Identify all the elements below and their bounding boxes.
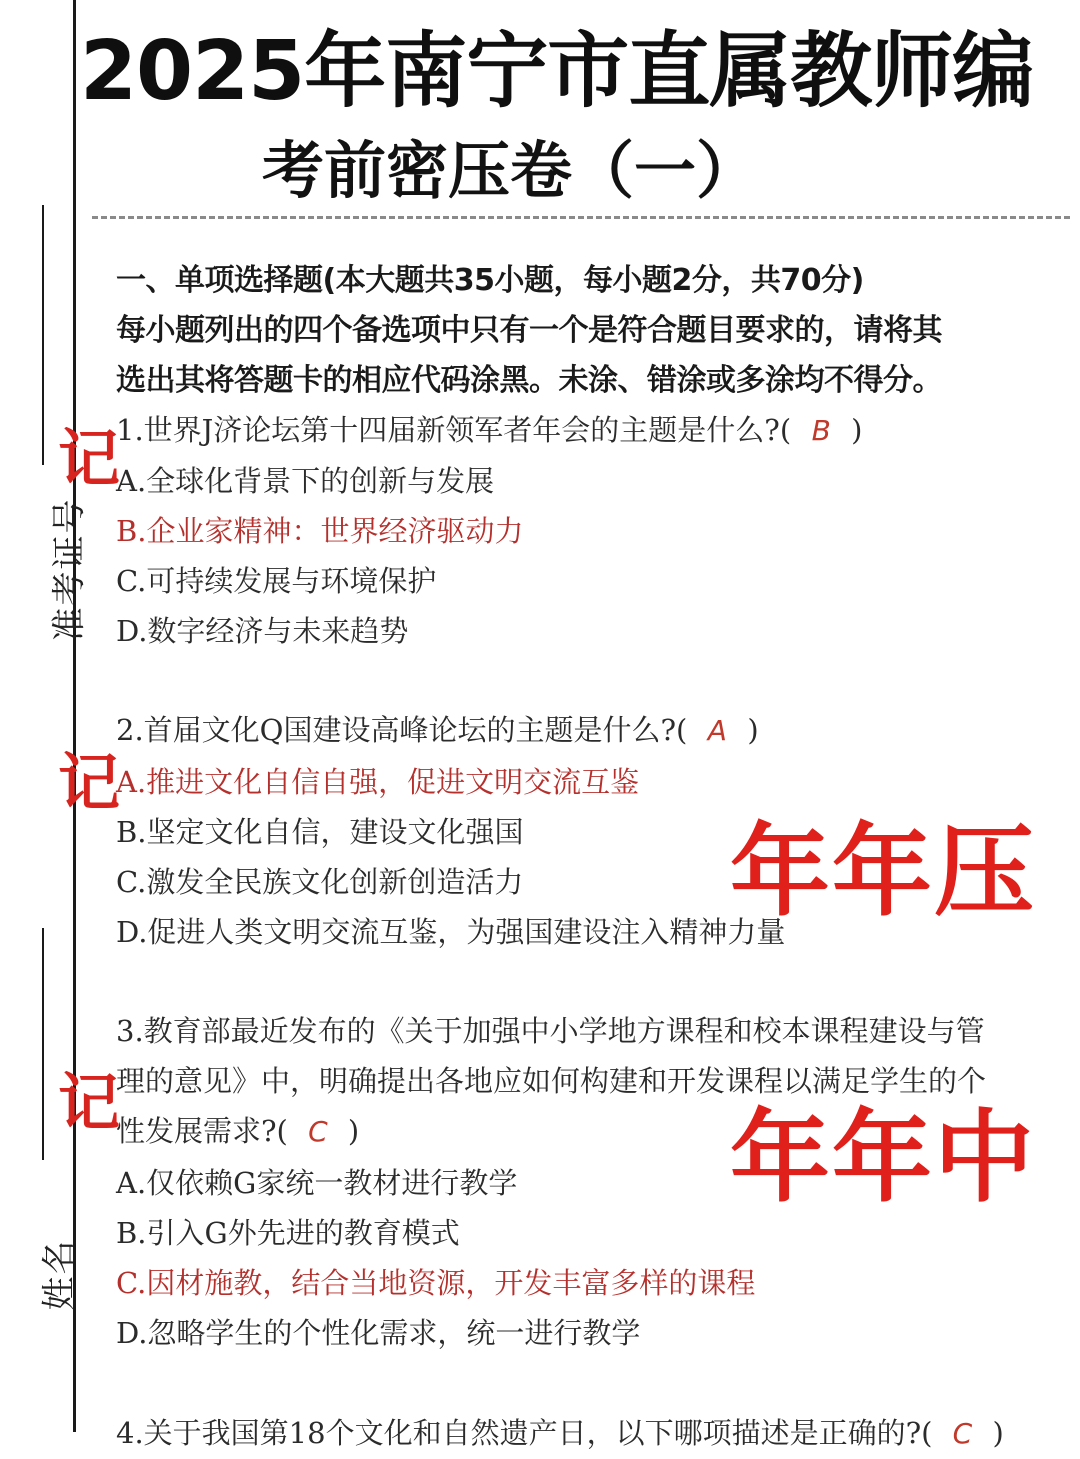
question-4-stem (116, 1408, 1004, 1459)
section-instruction-line-1: 每小题列出的四个备选项中只有一个是符合题目要求的，请将其 (116, 313, 942, 348)
question-3-close: ) (347, 1114, 360, 1148)
question-4-answer: C (952, 1417, 973, 1450)
question-2-text: 2.首届文化Q国建设高峰论坛的主题是什么?( (116, 713, 688, 747)
exam-id-label: 准考证号 (49, 497, 90, 642)
question-2-close: ) (747, 713, 759, 747)
question-3-option-b: B.引入G外先进的教育模式 (116, 1216, 460, 1250)
question-4-close: ) (992, 1416, 1004, 1450)
exam-id-rule (42, 205, 44, 465)
question-3-stem-line-3 (116, 1106, 359, 1157)
page-title: 2025年南宁市直属教师编 (80, 24, 1034, 119)
question-3-text: 性发展需求?( (116, 1114, 288, 1148)
stamp-nian-nian-zhong: 年年中 (730, 1099, 1036, 1216)
question-1-close: ) (851, 413, 863, 447)
question-1-stem (116, 405, 863, 456)
ji-mark-1: 记 (58, 422, 121, 495)
ji-mark-3: 记 (58, 1066, 121, 1139)
section-instruction-line-2: 选出其将答题卡的相应代码涂黑。未涂、错涂或多涂均不得分。 (116, 363, 942, 398)
question-2-answer: A (707, 714, 727, 747)
binding-margin-line (73, 0, 76, 1432)
question-2-option-c: C.激发全民族文化创新创造活力 (116, 865, 524, 899)
question-2-option-b: B.坚定文化自信，建设文化强国 (116, 815, 524, 849)
question-1-text: 1.世界J济论坛第十四届新领军者年会的主题是什么?( (116, 413, 792, 447)
question-1-option-c: C.可持续发展与环境保护 (116, 564, 437, 598)
question-2-option-a: A.推进文化自信自强，促进文明交流互鉴 (116, 765, 640, 799)
question-2-option-d: D.促进人类文明交流互鉴，为强国建设注入精神力量 (116, 915, 786, 949)
dashed-divider (92, 216, 1070, 219)
question-3-stem-line-2: 理的意见》中，明确提出各地应如何构建和开发课程以满足学生的个 (116, 1064, 987, 1098)
section-instructions (116, 256, 1066, 406)
question-1-option-b: B.企业家精神：世界经济驱动力 (116, 514, 524, 548)
question-2-stem (116, 705, 759, 756)
question-1-answer: B (811, 414, 831, 447)
page-subtitle: 考前密压卷（一） (261, 134, 758, 207)
section-heading: 一、单项选择题(本大题共35小题，每小题2分，共70分) (116, 263, 864, 298)
question-3-option-c: C.因材施教，结合当地资源，开发丰富多样的课程 (116, 1266, 756, 1300)
question-3-stem-line-1: 3.教育部最近发布的《关于加强中小学地方课程和校本课程建设与管 (116, 1014, 985, 1048)
question-3-answer: C (308, 1115, 328, 1148)
ji-mark-2: 记 (58, 746, 121, 819)
name-label: 姓名 (39, 1238, 80, 1311)
name-rule (42, 928, 44, 1160)
question-3-option-a: A.仅依赖G家统一教材进行教学 (116, 1166, 518, 1200)
question-4-text: 4.关于我国第18个文化和自然遗产日，以下哪项描述是正确的?( (116, 1416, 933, 1450)
stamp-nian-nian-ya: 年年压 (730, 813, 1036, 930)
question-1-option-a: A.全球化背景下的创新与发展 (116, 464, 495, 498)
question-3-option-d: D.忽略学生的个性化需求，统一进行教学 (116, 1316, 641, 1350)
question-1-option-d: D.数字经济与未来趋势 (116, 614, 409, 648)
